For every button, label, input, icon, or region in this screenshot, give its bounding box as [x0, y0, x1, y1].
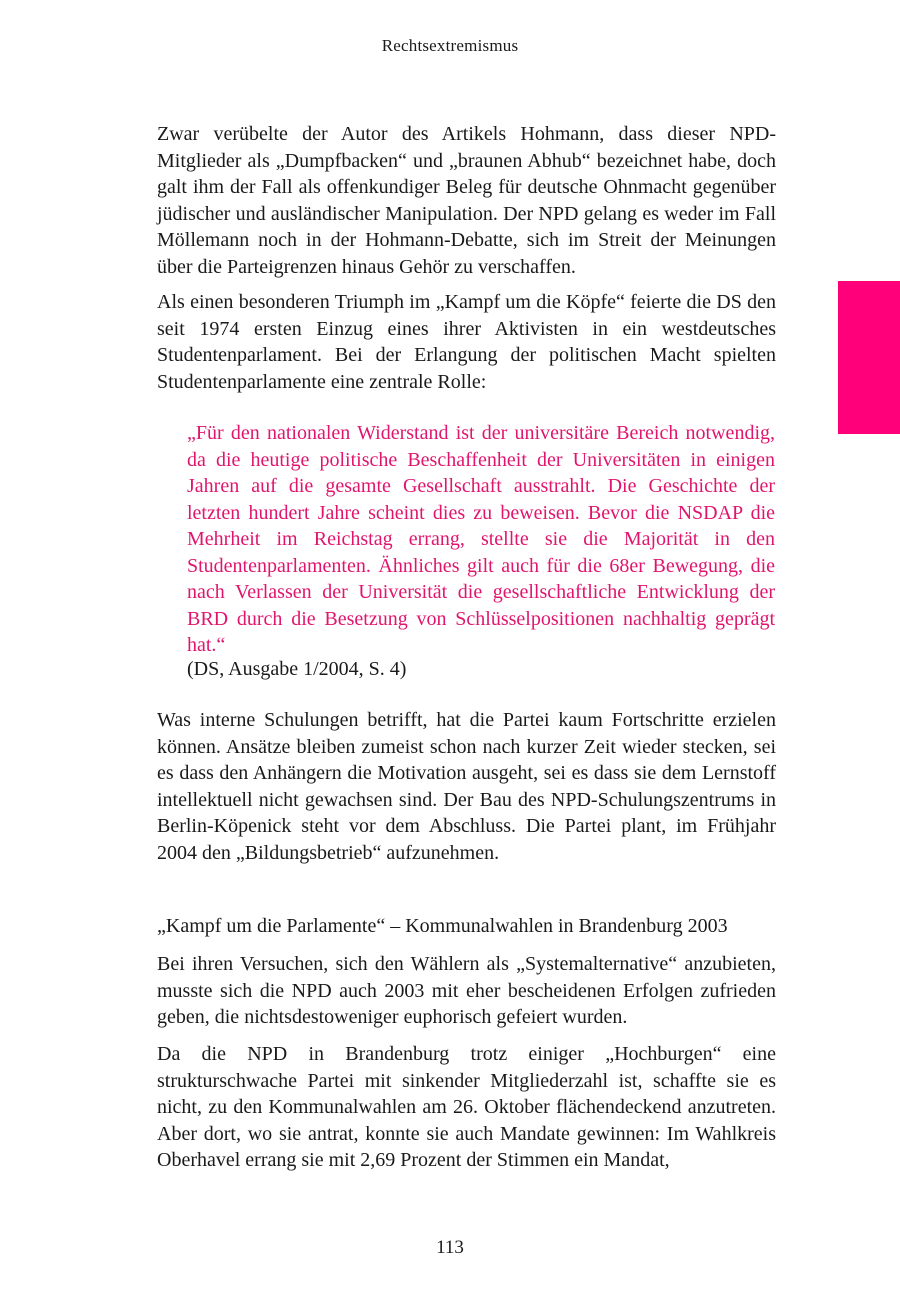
paragraph-3: Was interne Schulungen betrifft, hat die Partei kaum Fortschritte erzielen können. Ansätze bleiben zumeist schon nach kurzer Zeit wieder stecken, sei es dass den Anhängern die Motivation ausgeht, sei es dass sie dem Lernstoff intellektuell nicht gewachsen sind. Der Bau des NPD-Schulungszentrums in Berlin-Köpenick steht vor dem Abschluss. Die Partei plant, im Frühjahr 2004 den „Bildungsbetrieb“ aufzunehmen.	[157, 709, 776, 864]
block-quote: „Für den nationalen Widerstand ist der universitäre Bereich notwendig, da die heutige politische Beschaffenheit der Universitäten in einigen Jahren auf die gesamte Gesellschaft ausstrahlt. Die Geschichte der letzten hundert Jahre scheint dies zu beweisen. Bevor die NSDAP die Mehrheit im Reichstag errang, stellte sie die Majorität in den Studentenparlamenten. Ähnliches gilt auch für die 68er Bewegung, die nach Verlassen der Universität die gesellschaftliche Entwicklung der BRD durch die Besetzung von Schlüsselpositionen nachhaltig geprägt hat.“	[187, 422, 775, 656]
page-number: 113	[436, 1237, 464, 1258]
section-heading: „Kampf um die Parlamente“ – Kommunalwahlen in Brandenburg 2003	[157, 915, 728, 937]
paragraph-2: Als einen besonderen Triumph im „Kampf um die Köpfe“ feierte die DS den seit 1974 ersten Einzug eines ihrer Aktivisten in ein westdeutsches Studentenparlament. Bei der Erlangung der politischen Macht spielten Studentenparlamente eine zentrale Rolle:	[157, 291, 776, 393]
paragraph-4: Bei ihren Versuchen, sich den Wählern als „Systemalternative“ anzubieten, musste sich die NPD auch 2003 mit eher bescheidenen Erfolgen zufrieden geben, die nichtsdestoweniger euphorisch gefeiert wurden.	[157, 953, 776, 1028]
quote-source: (DS, Ausgabe 1/2004, S. 4)	[187, 658, 407, 680]
paragraph-1: Zwar verübelte der Autor des Artikels Hohmann, dass dieser NPD-Mitglieder als „Dumpfbacken“ und „braunen Abhub“ bezeichnet habe, doch galt ihm der Fall als offenkundiger Beleg für deutsche Ohnmacht gegenüber jüdischer und ausländischer Manipulation. Der NPD gelang es weder im Fall Möllemann noch in der Hohmann-Debatte, sich im Streit der Meinungen über die Parteigrenzen hinaus Gehör zu verschaffen.	[157, 123, 776, 278]
running-header: Rechtsextremismus	[381, 36, 519, 55]
paragraph-5: Da die NPD in Brandenburg trotz einiger „Hochburgen“ eine strukturschwache Partei mit sinkender Mitgliederzahl ist, schaffte sie es nicht, zu den Kommunalwahlen am 26. Oktober flächendeckend anzutreten. Aber dort, wo sie antrat, konnte sie auch Mandate gewinnen: Im Wahlkreis Oberhavel errang sie mit 2,69 Prozent der Stimmen ein Mandat,	[157, 1043, 776, 1171]
chapter-thumb-tab	[838, 281, 900, 434]
